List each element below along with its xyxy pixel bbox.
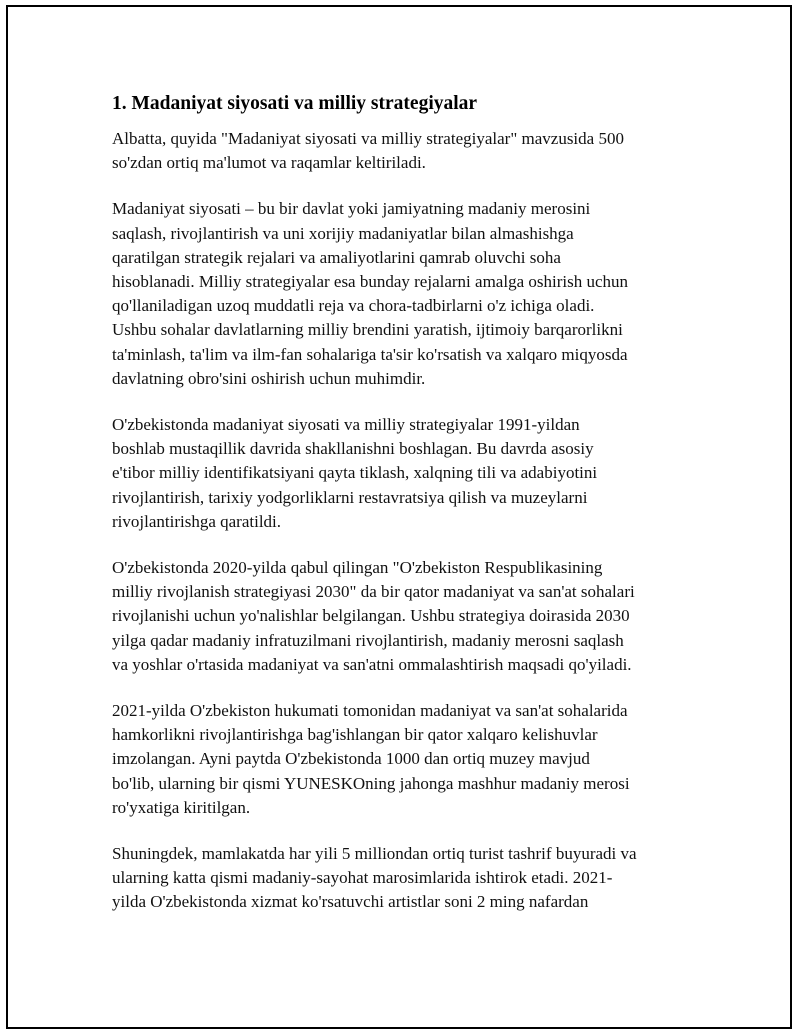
text-line: ro'yxatiga kiritilgan. bbox=[112, 797, 251, 817]
text-line: yilda O'zbekistonda xizmat ko'rsatuvchi artistlar soni 2 ming nafardan bbox=[112, 892, 589, 912]
paragraph bbox=[112, 197, 692, 391]
text-line: Madaniyat siyosati – bu bir davlat yoki jamiyatning madaniy merosini bbox=[112, 199, 591, 219]
text-line: Ushbu sohalar davlatlarning milliy brendini yaratish, ijtimoiy barqarorlikni bbox=[112, 320, 623, 340]
text-line: Shuningdek, mamlakatda har yili 5 milliondan ortiq turist tashrif buyuradi va bbox=[112, 844, 637, 864]
text-line: qaratilgan strategik rejalari va amaliyotlarini qamrab oluvchi soha bbox=[112, 247, 561, 267]
text-line: rivojlantirish, tarixiy yodgorliklarni restavratsiya qilish va muzeylarni bbox=[112, 487, 588, 507]
text-line: qo'llaniladigan uzoq muddatli reja va chora-tadbirlarni o'z ichiga oladi. bbox=[112, 296, 595, 316]
text-line: yilga qadar madaniy infratuzilmani rivojlantirish, madaniy merosni saqlash bbox=[112, 630, 624, 650]
text-line: boshlab mustaqillik davrida shakllanishni boshlagan. Bu davrda asosiy bbox=[112, 439, 594, 459]
text-line: Albatta, quyida "Madaniyat siyosati va milliy strategiyalar" mavzusida 500 bbox=[112, 129, 624, 148]
text-line: hisoblanadi. Milliy strategiyalar esa bunday rejalarni amalga oshirish uchun bbox=[112, 272, 628, 292]
text-line: ta'minlash, ta'lim va ilm-fan sohalariga ta'sir ko'rsatish va xalqaro miqyosda bbox=[112, 344, 628, 364]
paragraph bbox=[112, 413, 692, 534]
text-line: rivojlanishi uchun yo'nalishlar belgilangan. Ushbu strategiya doirasida 2030 bbox=[112, 606, 630, 626]
text-line: milliy rivojlanish strategiyasi 2030" da bir qator madaniyat va san'at sohalari bbox=[112, 582, 635, 602]
text-line: ularning katta qismi madaniy-sayohat marosimlarida ishtirok etadi. 2021- bbox=[112, 868, 613, 888]
text-line: va yoshlar o'rtasida madaniyat va san'atni ommalashtirish maqsadi qo'yiladi. bbox=[112, 654, 632, 674]
paragraph bbox=[112, 127, 692, 175]
text-line: O'zbekistonda 2020-yilda qabul qilingan "O'zbekiston Respublikasining bbox=[112, 558, 603, 578]
paragraph bbox=[112, 556, 692, 677]
text-line: imzolangan. Ayni paytda O'zbekistonda 1000 dan ortiq muzey mavjud bbox=[112, 749, 590, 769]
text-line: O'zbekistonda madaniyat siyosati va milliy strategiyalar 1991-yildan bbox=[112, 415, 580, 435]
text-line: bo'lib, ularning bir qismi YUNESKOning jahonga mashhur madaniy merosi bbox=[112, 773, 630, 793]
paragraph-list bbox=[112, 127, 692, 915]
paragraph bbox=[112, 699, 692, 820]
paragraph bbox=[112, 842, 692, 915]
text-line: hamkorlikni rivojlantirishga bag'ishlangan bir qator xalqaro kelishuvlar bbox=[112, 725, 598, 745]
text-line: so'zdan ortiq ma'lumot va raqamlar keltiriladi. bbox=[112, 153, 426, 173]
text-line: rivojlantirishga qaratildi. bbox=[112, 511, 282, 531]
text-line: saqlash, rivojlantirish va uni xorijiy madaniyatlar bilan almashishga bbox=[112, 223, 574, 243]
document-content bbox=[112, 90, 692, 915]
text-line: 2021-yilda O'zbekiston hukumati tomonidan madaniyat va san'at sohalarida bbox=[112, 701, 628, 721]
text-line: e'tibor milliy identifikatsiyani qayta tiklash, xalqning tili va adabiyotini bbox=[112, 463, 598, 483]
text-line: davlatning obro'sini oshirish uchun muhimdir. bbox=[112, 368, 426, 388]
document-heading: 1. Madaniyat siyosati va milliy strategiyalar bbox=[112, 93, 478, 114]
